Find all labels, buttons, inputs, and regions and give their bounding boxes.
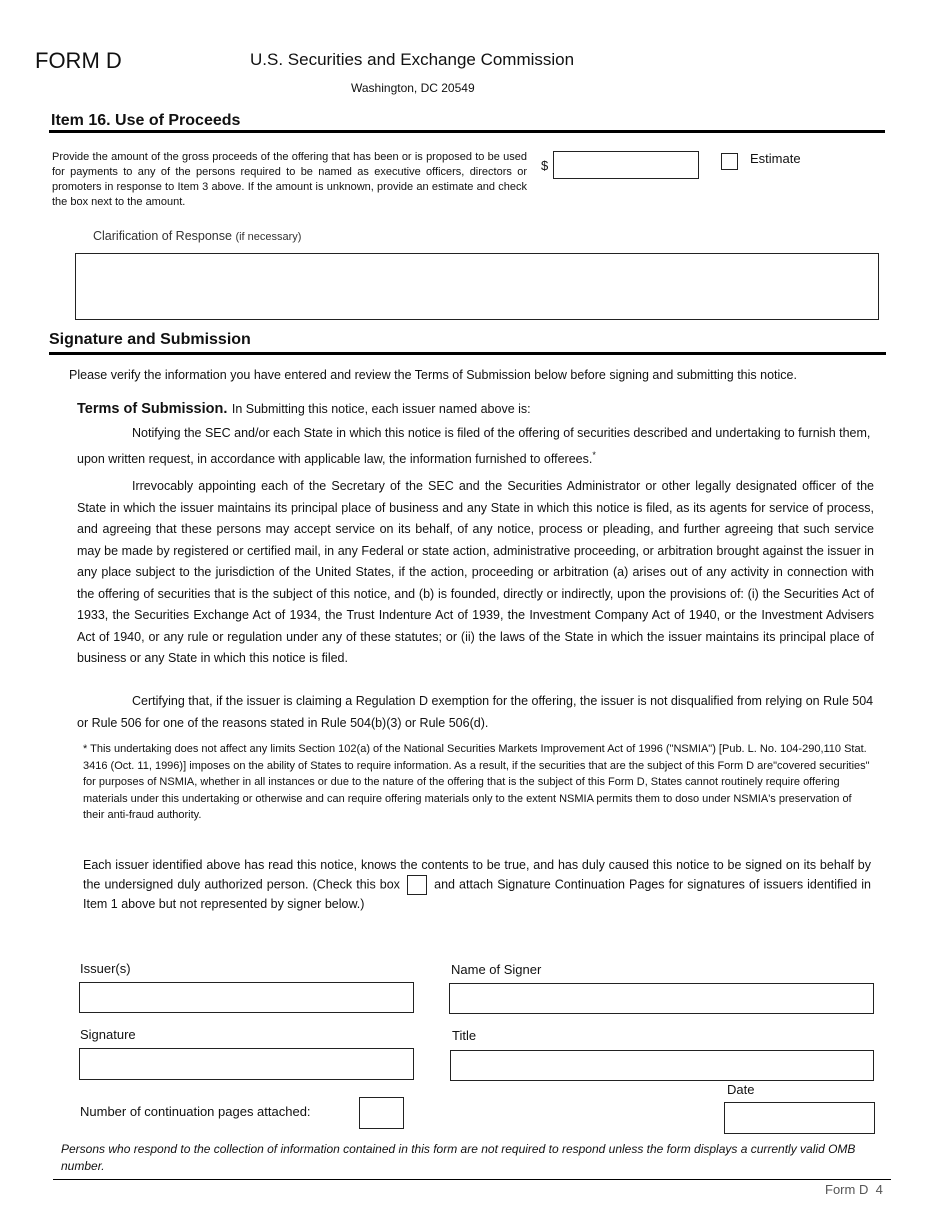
title-label: Title xyxy=(452,1028,477,1043)
signature-value xyxy=(80,1049,413,1063)
issuers-value xyxy=(80,983,413,997)
date-value xyxy=(725,1103,874,1117)
terms-paragraph-appointing xyxy=(77,476,874,670)
clarification-label xyxy=(93,229,301,243)
verify-instructions: Please verify the information you have entered and review the Terms of Submission below before signing and submitting this notice. xyxy=(69,368,797,382)
footer-page-number: 4 xyxy=(875,1182,883,1197)
continuation-pages-value xyxy=(360,1098,403,1112)
terms-paragraph-certifying xyxy=(77,691,874,734)
continuation-pages-checkbox[interactable] xyxy=(407,875,427,895)
footnote-mark: * xyxy=(592,449,596,460)
continuation-pages-input[interactable] xyxy=(359,1097,404,1129)
name-of-signer-label: Name of Signer xyxy=(451,962,542,977)
clarification-textarea[interactable] xyxy=(75,253,879,320)
clarification-label-text: Clarification of Response xyxy=(93,229,232,243)
footer-form-name: Form D xyxy=(825,1182,869,1197)
proceeds-amount-value xyxy=(554,152,698,164)
estimate-label: Estimate xyxy=(750,151,801,166)
clarification-value xyxy=(76,254,878,266)
date-label: Date xyxy=(727,1082,755,1097)
agency-address: Washington, DC 20549 xyxy=(351,81,475,95)
continuation-pages-label: Number of continuation pages attached: xyxy=(80,1104,311,1119)
item16-description: Provide the amount of the gross proceeds of the offering that has been or is proposed to be used for payments to any of the persons required to be named as executive officers, directors or promoters in response to Item 3 above. If the amount is unknown, provide an estimate and check the box next to the amount. xyxy=(52,151,527,208)
omb-notice: Persons who respond to the collection of information contained in this form are not required to respond unless the form displays a currently valid OMB number. xyxy=(61,1142,856,1173)
para3-text: Certifying that, if the issuer is claiming a Regulation D exemption for the offering, the issuer is not disqualified from relying on Rule 504 or Rule 506 for one of the reasons stated in Rule 504(b)(3) or Rule 506(d). xyxy=(77,694,874,730)
issuers-input[interactable] xyxy=(79,982,414,1013)
terms-paragraph-notifying xyxy=(77,423,877,470)
footnote-text: * This undertaking does not affect any limits Section 102(a) of the National Securities Markets Improvement Act of 1996 ("NSMIA") [Pub. L. No. 104-290,110 Stat. 3416 (Oct. 11, 1996)] imposes on the ability of States to require information. As a result, if the securities that are the subject of this Form D are"covered securities" for purposes of NSMIA, whether in all instances or due to the nature of the offering that is the subject of this Form D, States cannot routinely require offering materials under this undertaking or otherwise and can require offering materials only to the extent NSMIA permits them to doso under NSMIA's preservation of their anti-fraud authority. xyxy=(83,743,870,821)
agency-name: U.S. Securities and Exchange Commission xyxy=(250,50,575,69)
footer-divider xyxy=(53,1179,891,1180)
currency-symbol: $ xyxy=(541,158,549,173)
form-label: FORM D xyxy=(35,48,122,73)
title-value xyxy=(451,1051,873,1065)
terms-intro: In Submitting this notice, each issuer named above is: xyxy=(231,402,531,416)
signature-label: Signature xyxy=(80,1027,136,1042)
terms-heading xyxy=(77,400,877,418)
attestation-text xyxy=(83,856,871,914)
item16-title: Item 16. Use of Proceeds xyxy=(51,112,241,129)
signature-divider xyxy=(49,352,886,355)
clarification-note: (if necessary) xyxy=(235,231,302,243)
terms-title: Terms of Submission. xyxy=(77,401,228,417)
proceeds-amount-input[interactable] xyxy=(553,151,699,179)
item16-divider xyxy=(49,130,885,133)
estimate-checkbox[interactable] xyxy=(721,153,738,170)
para2-text: Irrevocably appointing each of the Secretary of the SEC and the Securities Administrator or other legally designated officer of the State in which the issuer maintains its principal place of business and any State in which this notice is filed, as its agents for service of process, and agreeing that these persons may accept service on its behalf, of any notice, process or pleading, and further agreeing that such service may be made by registered or certified mail, in any Federal or state action, administrative proceeding, or arbitration brought against the issuer in any place subject to the jurisdiction of the United States, if the action, proceeding or arbitration (a) arises out of any activity in connection with the offering of securities that is the subject of this notice, and (b) is founded, directly or indirectly, upon the provisions of: (i) the Securities Act of 1933, the Securities Exchange Act of 1934, the Trust Indenture Act of 1939, the Investment Company Act of 1940, or the Investment Advisers Act of 1940, or any rule or regulation under any of these statutes; or (ii) the laws of the State in which the issuer maintains its principal place of business or any State in which this notice is filed. xyxy=(77,479,874,665)
signature-input[interactable] xyxy=(79,1048,414,1080)
title-input[interactable] xyxy=(450,1050,874,1081)
date-input[interactable] xyxy=(724,1102,875,1134)
para1-text: Notifying the SEC and/or each State in which this notice is filed of the offering of securities described and undertaking to furnish them, upon written request, in accordance with applicable law, the information furnished to offerees. xyxy=(77,426,871,466)
name-of-signer-input[interactable] xyxy=(449,983,874,1014)
attest-part1: Each issuer identified above has read this notice, knows the contents to be true, and has duly caused this notice to be signed on its behalf by the undersigned duly authorized person. (Check this box xyxy=(83,858,871,892)
signature-section-title: Signature and Submission xyxy=(49,331,251,348)
name-of-signer-value xyxy=(450,984,873,998)
footer-page-label xyxy=(825,1182,883,1197)
attest-part2: and attach Signature Continuation Pages for signatures of issuers identified in Item 1 above but not represented by signer below.) xyxy=(83,877,872,911)
issuers-label: Issuer(s) xyxy=(80,961,131,976)
